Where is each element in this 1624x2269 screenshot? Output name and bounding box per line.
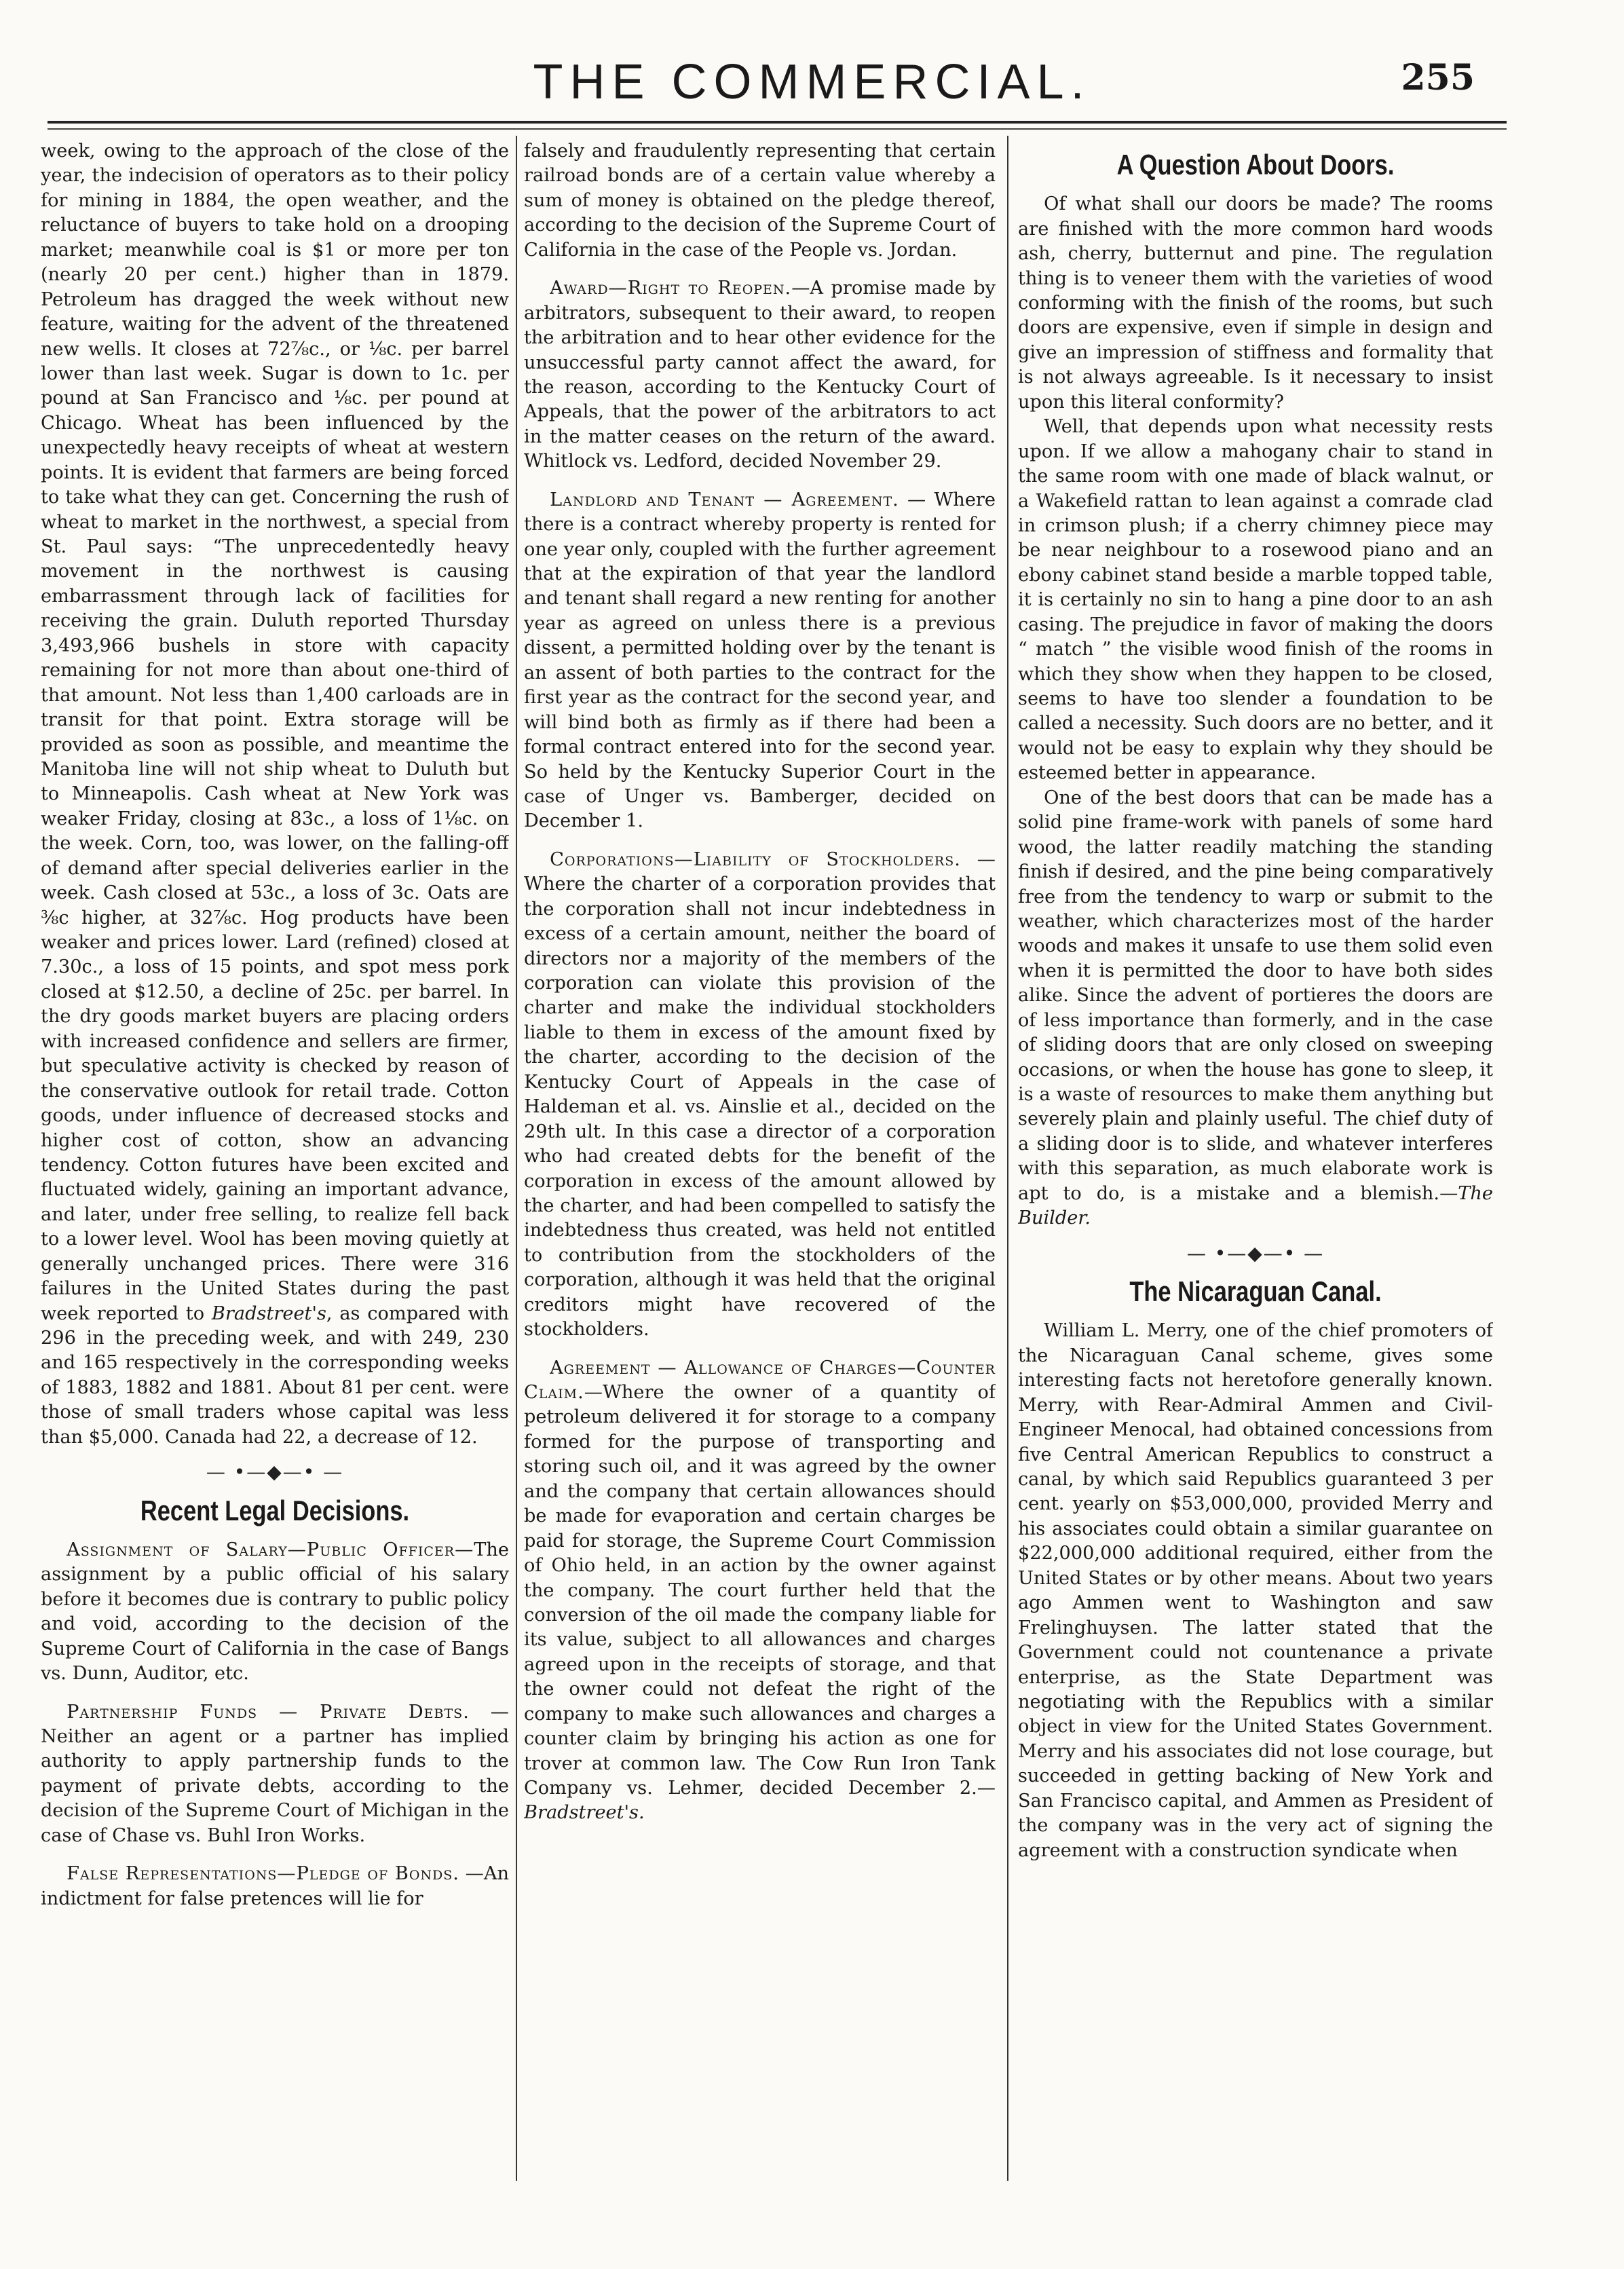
page-number: 255 [1401, 57, 1475, 98]
case-award-title: Award—Right to Reopen. [550, 278, 792, 299]
market-report [41, 139, 509, 1450]
case-corporations [524, 848, 996, 1343]
legal-decisions-heading: Recent Legal Decisions. [140, 1494, 410, 1526]
masthead-rule [48, 121, 1507, 124]
doors-paragraph-3 [1018, 786, 1493, 1231]
doors-paragraph-3-text: One of the best doors that can be made has a solid pine frame-work with panels of some hard wood, the latter readily matching the standing finish if desired, and the pine being comparatively free from the tendency to warp or submit to the weather, which characterizes most of the harder woods and makes it unsafe to use them solid even when it is permitted the door to have both sides alike. Since the advent of portieres the doors are of less importance than formerly, and in the case of sliding doors that are only closed on sweeping occasions, or when the house has gone to sleep, it is a waste of resources to make them anything but severely plain and plainly useful. The chief duty of a sliding door is to slide, and whatever interferes with this separation, as much elaborate work is apt to do, is a mistake and a blemish.— [1018, 787, 1493, 1204]
column-1 [41, 139, 509, 2188]
case-salary-title: Assignment of Salary—Public Officer— [67, 1539, 474, 1560]
doors-source: The Builder. [1018, 1182, 1493, 1229]
market-report-source: Bradstreet's [211, 1302, 326, 1324]
case-landlord-tenant [524, 488, 996, 834]
column-rule-1 [516, 136, 517, 2181]
doors-heading: A Question About Doors. [1116, 149, 1395, 181]
case-agreement-title: Agreement — Allowance of Charges—Counter Claim. [524, 1357, 996, 1403]
case-agreement-body: —Where the owner of a quantity of petroleum delivered it for storage to a company formed for the purpose of transporting and storing such oil, and it was agreed by the owner and the company that certain allowances should be made for evaporation and certain charges be paid for storage, the Supreme Court Commission of Ohio held, in an action by the owner against the company. The court further held that the conversion of the oil made the company liable for its value, subject to all allowances and charges agreed upon in the receipts of storage, and that the owner could not defeat the right of the company to make such allowances and charges a counter claim by bringing his action as one for trover at common law. The Cow Run Iron Tank Company vs. Lehmer, decided December 2.— [524, 1382, 996, 1799]
case-award [524, 276, 996, 474]
doors-paragraph-2: Well, that depends upon what necessity rests upon. If we allow a mahogany chair to stand in the same room with one made of black walnut, or a Wakefield rattan to lean against a comrade clad in crimson plush; if a cherry chimney piece may be near neighbour to a rosewood piano and an ebony cabinet stand beside a marble topped table, it is certainly no sin to hang a pine door to an ash casing. The prejudice in favor of making the doors “ match ” the visible wood finish of the rooms in which they show when they happen to be closed, seems to have too slender a foundation to be called a necessity. Such doors are no better, and it would not be easy to explain why they should be esteemed better in appearance. [1018, 416, 1493, 784]
case-landlord-tenant-title: Landlord and Tenant — Agreement. [550, 489, 899, 510]
canal-paragraph-1: William L. Merry, one of the chief promoters of the Nicaraguan Canal scheme, gives some interesting facts not heretofore generally known. Merry, with Rear-Admiral Ammen and Civil-Engineer Menocal, had obtained concessions from five Central American Republics to construct a canal, by which said Republics guaranteed 3 per cent. yearly on $53,000,000, provided Merry and his associates could obtain a similar guarantee on $22,000,000 additional required, either from the United States or by other means. About two years ago Ammen went to Washington and saw Frelinghuysen. The latter stated that the Government could not countenance a private enterprise, as the State Department was negotiating with the Republics with a similar object in view for the United States Government. Merry and his associates did not lose courage, but succeeded in getting backing of New York and San Francisco capital, and Ammen as President of the company was in the very act of signing the agreement with a construction syndicate when [1018, 1320, 1493, 1861]
case-agreement-source: Bradstreet's. [524, 1802, 645, 1824]
canal-heading: The Nicaraguan Canal. [1129, 1275, 1382, 1308]
column-2 [524, 139, 996, 2188]
case-salary-body: The assignment by a public official of his salary before it becomes due is contrary to public policy and void, according to the decision of the Supreme Court of California in the case of Bangs vs. Dunn, Auditor, etc. [41, 1539, 509, 1685]
false-representations-continued: falsely and fraudulently representing that certain railroad bonds are of a certain value whereby a sum of money is obtained on the pledge thereof, according to the decision of the Supreme Court of California in the case of the People vs. Jordan. [524, 140, 996, 261]
section-divider-2: — •—◆—• — [1186, 1241, 1325, 1264]
market-report-end: , as compared with 296 in the preceding week, and with 249, 230 and 165 respectively in the corresponding weeks of 1883, 1882 and 1881. About 81 per cent. were those of small traders whose capital was less than $5,000. Canada had 22, a decrease of 12. [41, 1302, 509, 1448]
case-award-body: —A promise made by arbitrators, subsequent to their award, to reopen the arbitration and to hear other evidence for the unsuccessful party cannot affect the award, for the reason, according to the Kentucky Court of Appeals, that the power of the arbitrators to act in the matter ceases on the return of the award. Whitlock vs. Ledford, decided November 29. [524, 278, 996, 472]
case-partnership-title: Partnership Funds — Private Debts. [67, 1701, 470, 1723]
masthead-rule-thin [48, 128, 1507, 130]
case-false-representations [41, 1862, 509, 1911]
case-false-representations-title: False Representations—Pledge of Bonds. [67, 1863, 459, 1885]
masthead-title: THE COMMERCIAL. [533, 55, 1091, 109]
case-partnership [41, 1700, 509, 1849]
column-3 [1018, 139, 1493, 2188]
case-landlord-tenant-body: — Where there is a contract whereby property is rented for one year only, coupled with the further agreement that at the expiration of that year the landlord and tenant shall regard a new renting for another year as agreed on unless there is a previous dissent, a permitted holding over by the tenant is an assent of both parties to the contract for the first year as the contract for the second year, and will bind both as firmly as if there had been a formal contract entered into for the second year. So held by the Kentucky Superior Court in the case of Unger vs. Bamberger, decided on December 1. [524, 489, 996, 832]
doors-paragraph-1: Of what shall our doors be made? The rooms are finished with the more common hard woods ash, cherry, butternut and pine. The regulation thing is to veneer them with the varieties of wood conforming with the finish of the rooms, but such doors are expensive, even if simple in design and give an impression of stiffness and formality that is not always agreeable. Is it necessary to insist upon this literal conformity? [1018, 193, 1493, 413]
case-partnership-body: — Neither an agent or a partner has implied authority to apply partnership funds to the payment of private debts, according to the decision of the Supreme Court of Michigan in the case of Chase vs. Buhl Iron Works. [41, 1701, 509, 1846]
case-agreement [524, 1356, 996, 1826]
column-rule-2 [1007, 136, 1008, 2181]
case-salary [41, 1538, 509, 1687]
case-corporations-body: —Where the charter of a corporation provides that the corporation shall not incur indebtedness in excess of a certain amount, neither the board of directors nor a majority of the members of the corporation can violate this provision of the charter and make the individual stockholders liable to them in excess of the amount fixed by the charter, according to the decision of the Kentucky Court of Appeals in the case of Haldeman et al. vs. Ainslie et al., decided on the 29th ult. In this case a director of a corporation who had created debts for the benefit of the corporation in excess of the amount allowed by the charter, and had been compelled to satisfy the indebtedness thus created, was held not entitled to contribution from the stockholders of the corporation, although it was held that the original creditors might have recovered of the stockholders. [524, 848, 996, 1340]
case-false-representations-body: —An indictment for false pretences will lie for [41, 1863, 509, 1909]
section-divider: — •—◆—• — [206, 1461, 344, 1484]
masthead [0, 54, 1624, 109]
case-corporations-title: Corporations—Liability of Stockholders. [550, 848, 961, 870]
market-report-text: week, owing to the approach of the close of the year, the indecision of operators as to their policy for mining in 1884, the open weather, and the reluctance of buyers to take hold on a drooping market; meanwhile coal is $1 or more per ton (nearly 20 per cent.) higher than in 1879. Petroleum has dragged the week without new feature, waiting for the advent of the threatened new wells. It closes at 72⅞c., or ⅛c. per barrel lower than last week. Sugar is down to 1c. per pound at San Francisco and ⅛c. per pound at Chicago. Wheat has been influenced by the unexpectedly heavy receipts of wheat at western points. It is evident that farmers are being forced to take what they can get. Concerning the rush of wheat to market in the northwest, a special from St. Paul says: “The unprecedentedly heavy movement in the northwest is causing embarrassment through lack of facilities for receiving the grain. Duluth reported Thursday 3,493,966 bushels in store with capacity remaining for not more than about one-third of that amount. Not less than 1,400 carloads are in transit for that point. Extra storage will be provided as soon as possible, and meantime the Manitoba line will not ship wheat to Duluth but to Minneapolis. Cash wheat at New York was weaker Friday, closing at 83c., a loss of 1⅛c. on the week. Corn, too, was lower, on the falling-off of demand after special deliveries earlier in the week. Cash closed at 53c., a loss of 3c. Oats are ⅜c higher, at 32⅞c. Hog products have been weaker and prices lower. Lard (refined) closed at 7.30c., a loss of 15 points, and spot mess pork closed at $12.50, a decline of 25c. per barrel. In the dry goods market buyers are placing orders with increased confidence and sellers are firmer, but speculative activity is checked by reason of the conservative outlook for retail trade. Cotton goods, under influence of decreased stocks and higher cost of cotton, show an advancing tendency. Cotton futures have been excited and fluctuated widely, gaining an important advance, and later, under free selling, to realize fell back to a lower level. Wool has been moving quietly at generally unchanged prices. There were 316 failures in the United States during the past week reported to [41, 140, 509, 1324]
